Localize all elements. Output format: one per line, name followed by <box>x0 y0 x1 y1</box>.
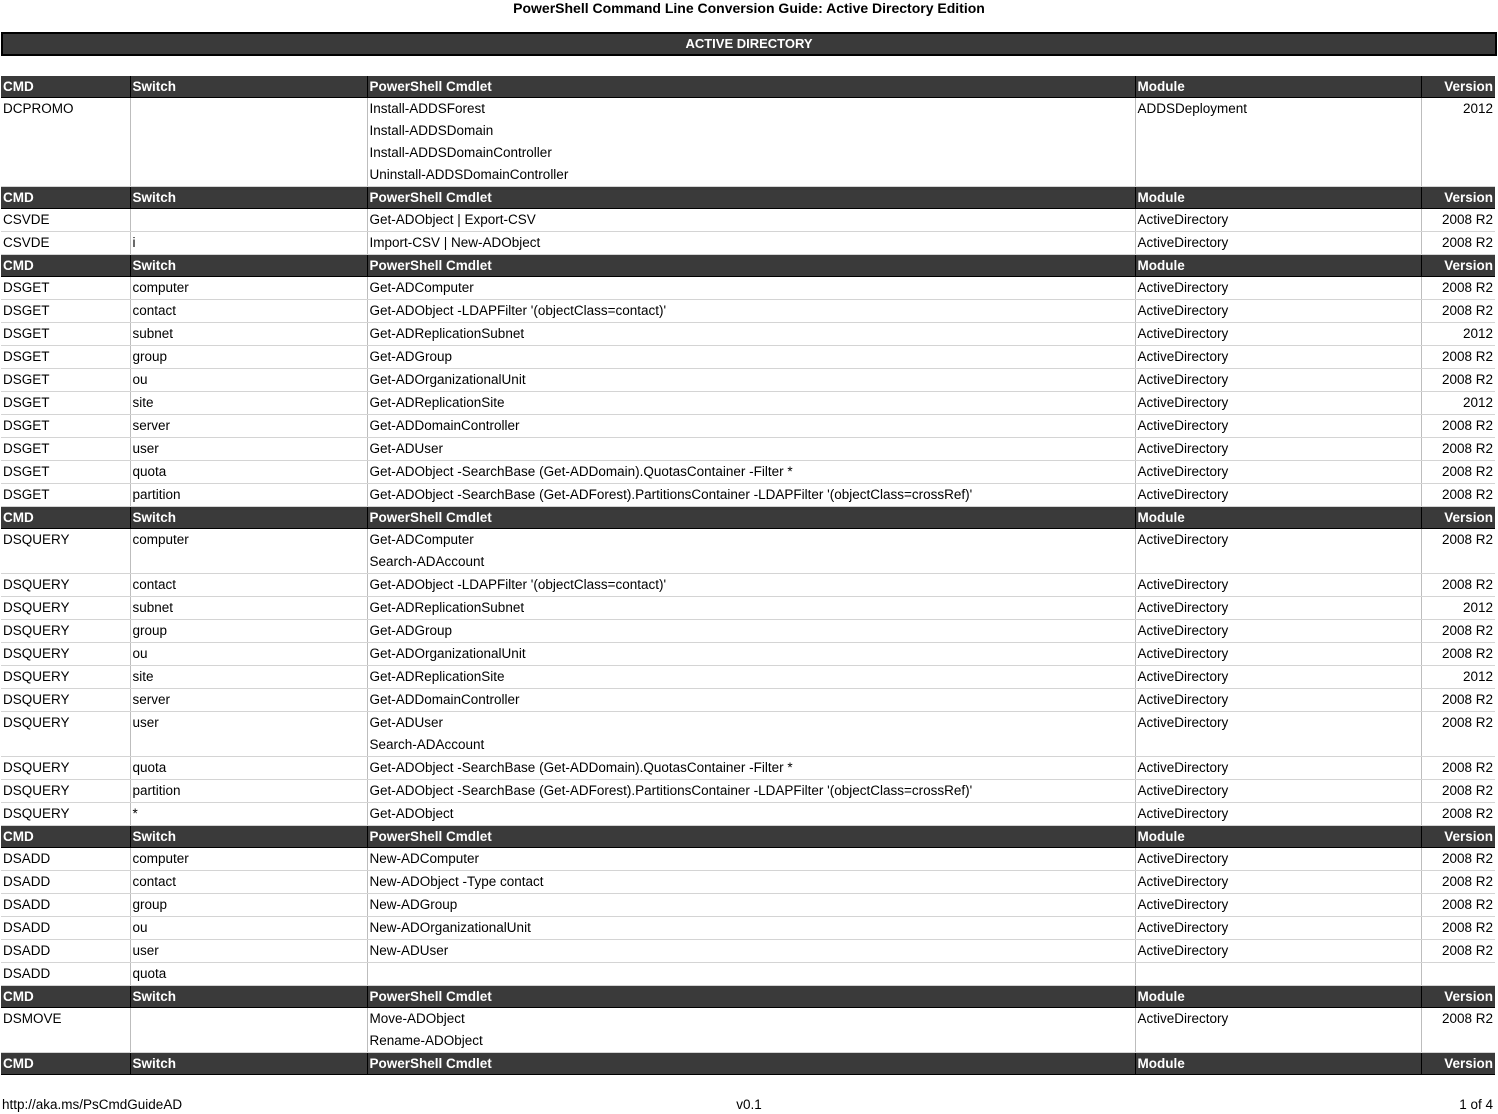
column-header-cmd: CMD <box>1 76 130 98</box>
cmdlet-line: Get-ADObject -SearchBase (Get-ADForest).PartitionsContainer -LDAPFilter '(objectClass=crossRef)' <box>369 783 973 798</box>
column-header-cmdlet: PowerShell Cmdlet <box>367 1053 1135 1075</box>
column-header-switch: Switch <box>130 255 367 277</box>
column-header-version: Version <box>1421 255 1495 277</box>
module-cell: ActiveDirectory <box>1135 780 1421 803</box>
column-header-switch: Switch <box>130 76 367 98</box>
version-cell: 2008 R2 <box>1421 438 1495 461</box>
module-cell <box>1135 963 1421 986</box>
table-row <box>1 346 1495 369</box>
switch-cell: partition <box>130 780 367 803</box>
cmd-cell: DSQUERY <box>1 780 130 803</box>
version-cell: 2008 R2 <box>1421 574 1495 597</box>
column-header-switch: Switch <box>130 187 367 209</box>
cmdlet-line: Search-ADAccount <box>369 737 485 752</box>
column-header-module: Module <box>1135 187 1421 209</box>
switch-cell: i <box>130 232 367 255</box>
version-cell: 2012 <box>1421 597 1495 620</box>
table-row <box>1 574 1495 597</box>
table-row <box>1 848 1495 871</box>
cmd-cell: DSQUERY <box>1 712 130 757</box>
cmdlet-cell <box>367 780 1135 803</box>
cmd-cell: DSQUERY <box>1 757 130 780</box>
column-header-module: Module <box>1135 1053 1421 1075</box>
cmd-cell: DSADD <box>1 963 130 986</box>
module-cell: ActiveDirectory <box>1135 415 1421 438</box>
version-cell: 2008 R2 <box>1421 871 1495 894</box>
column-header-switch: Switch <box>130 507 367 529</box>
module-cell: ActiveDirectory <box>1135 620 1421 643</box>
table-row <box>1 277 1495 300</box>
cmdlet-cell <box>367 894 1135 917</box>
cmdlet-line: Get-ADObject <box>369 806 454 821</box>
cmd-cell: DSGET <box>1 346 130 369</box>
switch-cell <box>130 1008 367 1053</box>
switch-cell: group <box>130 894 367 917</box>
cmdlet-cell <box>367 323 1135 346</box>
cmd-cell: DSMOVE <box>1 1008 130 1053</box>
switch-cell: server <box>130 689 367 712</box>
cmd-cell: DSGET <box>1 415 130 438</box>
cmdlet-line: Get-ADGroup <box>369 623 453 638</box>
cmdlet-cell <box>367 1008 1135 1053</box>
cmd-cell: DSGET <box>1 438 130 461</box>
table-row <box>1 963 1495 986</box>
column-header-module: Module <box>1135 507 1421 529</box>
cmdlet-cell <box>367 940 1135 963</box>
module-cell: ActiveDirectory <box>1135 323 1421 346</box>
cmd-cell: DSQUERY <box>1 803 130 826</box>
table-row <box>1 484 1495 507</box>
cmd-cell: DSQUERY <box>1 666 130 689</box>
version-cell: 2008 R2 <box>1421 757 1495 780</box>
cmdlet-cell <box>367 597 1135 620</box>
cmd-cell: DSADD <box>1 894 130 917</box>
cmdlet-cell <box>367 848 1135 871</box>
column-header-version: Version <box>1421 1053 1495 1075</box>
version-cell: 2008 R2 <box>1421 415 1495 438</box>
footer-url[interactable]: http://aka.ms/PsCmdGuideAD <box>2 1097 183 1112</box>
switch-cell: contact <box>130 300 367 323</box>
table-row <box>1 415 1495 438</box>
column-header-cmdlet: PowerShell Cmdlet <box>367 507 1135 529</box>
cmdlet-line: Get-ADUser <box>369 715 444 730</box>
cmd-cell: DSGET <box>1 369 130 392</box>
cmdlet-line: Get-ADGroup <box>369 349 453 364</box>
switch-cell: subnet <box>130 597 367 620</box>
version-cell: 2012 <box>1421 392 1495 415</box>
cmdlet-line: Get-ADObject -SearchBase (Get-ADDomain).QuotasContainer -Filter * <box>369 760 793 775</box>
cmdlet-line: Get-ADComputer <box>369 280 474 295</box>
switch-cell: subnet <box>130 323 367 346</box>
switch-cell: computer <box>130 529 367 574</box>
switch-cell: partition <box>130 484 367 507</box>
switch-cell: computer <box>130 277 367 300</box>
column-header-cmd: CMD <box>1 986 130 1008</box>
cmdlet-line: Get-ADDomainController <box>369 418 520 433</box>
cmdlet-cell <box>367 643 1135 666</box>
cmd-cell: DSADD <box>1 940 130 963</box>
switch-cell: server <box>130 415 367 438</box>
cmdlet-line: Get-ADOrganizationalUnit <box>369 372 526 387</box>
cmdlet-cell <box>367 803 1135 826</box>
cmd-cell: DSADD <box>1 871 130 894</box>
cmdlet-cell <box>367 98 1135 187</box>
version-cell: 2008 R2 <box>1421 1008 1495 1053</box>
module-cell: ActiveDirectory <box>1135 666 1421 689</box>
table-row <box>1 940 1495 963</box>
cmdlet-line: Move-ADObject <box>369 1011 465 1026</box>
cmd-cell: DSQUERY <box>1 529 130 574</box>
cmdlet-cell <box>367 620 1135 643</box>
switch-cell: group <box>130 620 367 643</box>
cmdlet-cell <box>367 300 1135 323</box>
table-row <box>1 369 1495 392</box>
version-cell: 2008 R2 <box>1421 461 1495 484</box>
module-cell: ActiveDirectory <box>1135 369 1421 392</box>
module-cell: ActiveDirectory <box>1135 209 1421 232</box>
column-header-cmd: CMD <box>1 1053 130 1075</box>
cmdlet-cell <box>367 415 1135 438</box>
cmdlet-line: Import-CSV | New-ADObject <box>369 235 541 250</box>
cmdlet-line: Get-ADObject -LDAPFilter '(objectClass=contact)' <box>369 303 667 318</box>
table-row <box>1 438 1495 461</box>
version-cell: 2008 R2 <box>1421 484 1495 507</box>
module-cell: ActiveDirectory <box>1135 438 1421 461</box>
cmdlet-cell <box>367 461 1135 484</box>
module-cell: ActiveDirectory <box>1135 1008 1421 1053</box>
cmdlet-cell <box>367 757 1135 780</box>
table-row <box>1 300 1495 323</box>
switch-cell: site <box>130 666 367 689</box>
cmd-cell: DSQUERY <box>1 574 130 597</box>
table-row <box>1 620 1495 643</box>
column-header-switch: Switch <box>130 986 367 1008</box>
document-title: PowerShell Command Line Conversion Guide: Active Directory Edition <box>513 0 985 16</box>
cmdlet-line: Install-ADDSDomain <box>369 123 494 138</box>
column-header-row <box>1 507 1495 529</box>
switch-cell: ou <box>130 369 367 392</box>
module-cell: ActiveDirectory <box>1135 848 1421 871</box>
switch-cell: site <box>130 392 367 415</box>
cmdlet-line: Get-ADDomainController <box>369 692 520 707</box>
cmdlet-line: Get-ADReplicationSite <box>369 669 505 684</box>
cmdlet-cell <box>367 917 1135 940</box>
switch-cell: quota <box>130 461 367 484</box>
cmdlet-line: Install-ADDSDomainController <box>369 145 552 160</box>
table-row <box>1 461 1495 484</box>
table-row <box>1 894 1495 917</box>
switch-cell: quota <box>130 963 367 986</box>
version-cell <box>1421 963 1495 986</box>
module-cell: ActiveDirectory <box>1135 484 1421 507</box>
cmd-cell: DSQUERY <box>1 689 130 712</box>
cmdlet-line: Get-ADComputer <box>369 532 474 547</box>
switch-cell: * <box>130 803 367 826</box>
version-cell: 2008 R2 <box>1421 620 1495 643</box>
version-cell: 2008 R2 <box>1421 894 1495 917</box>
switch-cell: quota <box>130 757 367 780</box>
module-cell: ActiveDirectory <box>1135 392 1421 415</box>
cmdlet-line: Get-ADObject -SearchBase (Get-ADDomain).QuotasContainer -Filter * <box>369 464 793 479</box>
column-header-switch: Switch <box>130 826 367 848</box>
cmdlet-line: New-ADComputer <box>369 851 480 866</box>
table-row <box>1 597 1495 620</box>
column-header-version: Version <box>1421 76 1495 98</box>
cmd-cell: DSQUERY <box>1 643 130 666</box>
version-cell: 2008 R2 <box>1421 712 1495 757</box>
column-header-cmdlet: PowerShell Cmdlet <box>367 986 1135 1008</box>
column-header-row <box>1 76 1495 98</box>
cmdlet-cell <box>367 574 1135 597</box>
version-cell: 2008 R2 <box>1421 277 1495 300</box>
cmdlet-line: New-ADObject -Type contact <box>369 874 544 889</box>
column-header-cmd: CMD <box>1 255 130 277</box>
cmdlet-line: Get-ADUser <box>369 441 444 456</box>
column-header-cmd: CMD <box>1 187 130 209</box>
cmdlet-line <box>370 963 1133 985</box>
column-header-version: Version <box>1421 986 1495 1008</box>
table-row <box>1 712 1495 757</box>
table-row <box>1 209 1495 232</box>
switch-cell: computer <box>130 848 367 871</box>
module-cell: ActiveDirectory <box>1135 529 1421 574</box>
conversion-table <box>1 76 1495 1075</box>
column-header-cmdlet: PowerShell Cmdlet <box>367 187 1135 209</box>
version-cell: 2008 R2 <box>1421 848 1495 871</box>
switch-cell: ou <box>130 643 367 666</box>
module-cell: ActiveDirectory <box>1135 643 1421 666</box>
cmdlet-line: New-ADOrganizationalUnit <box>369 920 531 935</box>
table-row <box>1 803 1495 826</box>
cmdlet-line: Get-ADReplicationSite <box>369 395 505 410</box>
cmd-cell: DSGET <box>1 392 130 415</box>
column-header-module: Module <box>1135 76 1421 98</box>
version-cell: 2008 R2 <box>1421 780 1495 803</box>
version-cell: 2008 R2 <box>1421 300 1495 323</box>
version-cell: 2008 R2 <box>1421 369 1495 392</box>
cmd-cell: DSGET <box>1 300 130 323</box>
cmdlet-line: New-ADGroup <box>369 897 458 912</box>
cmd-cell: CSVDE <box>1 232 130 255</box>
version-cell: 2008 R2 <box>1421 803 1495 826</box>
cmdlet-line: Install-ADDSForest <box>369 101 486 116</box>
switch-cell: contact <box>130 574 367 597</box>
table-row <box>1 689 1495 712</box>
version-cell: 2008 R2 <box>1421 529 1495 574</box>
cmdlet-line: Get-ADReplicationSubnet <box>369 600 525 615</box>
cmdlet-cell <box>367 529 1135 574</box>
table-row <box>1 392 1495 415</box>
table-row <box>1 666 1495 689</box>
cmd-cell: DSGET <box>1 277 130 300</box>
table-row <box>1 232 1495 255</box>
cmdlet-line: Rename-ADObject <box>369 1033 483 1048</box>
switch-cell <box>130 209 367 232</box>
cmdlet-cell <box>367 871 1135 894</box>
switch-cell: user <box>130 712 367 757</box>
module-cell: ActiveDirectory <box>1135 300 1421 323</box>
cmdlet-cell <box>367 484 1135 507</box>
column-header-version: Version <box>1421 507 1495 529</box>
cmdlet-line: Get-ADOrganizationalUnit <box>369 646 526 661</box>
version-cell: 2012 <box>1421 323 1495 346</box>
version-cell: 2008 R2 <box>1421 232 1495 255</box>
version-cell: 2012 <box>1421 666 1495 689</box>
column-header-cmdlet: PowerShell Cmdlet <box>367 76 1135 98</box>
cmdlet-cell <box>367 369 1135 392</box>
table-row <box>1 757 1495 780</box>
version-cell: 2008 R2 <box>1421 209 1495 232</box>
table-row <box>1 643 1495 666</box>
page-footer <box>0 1096 1498 1114</box>
cmdlet-line: Uninstall-ADDSDomainController <box>369 167 569 182</box>
version-cell: 2008 R2 <box>1421 643 1495 666</box>
section-banner: ACTIVE DIRECTORY <box>1 32 1497 56</box>
module-cell: ActiveDirectory <box>1135 689 1421 712</box>
column-header-module: Module <box>1135 826 1421 848</box>
cmd-cell: DSGET <box>1 484 130 507</box>
module-cell: ActiveDirectory <box>1135 803 1421 826</box>
column-header-cmdlet: PowerShell Cmdlet <box>367 826 1135 848</box>
cmd-cell: DSADD <box>1 848 130 871</box>
cmdlet-line: Get-ADReplicationSubnet <box>369 326 525 341</box>
cmd-cell: CSVDE <box>1 209 130 232</box>
column-header-cmdlet: PowerShell Cmdlet <box>367 255 1135 277</box>
cmdlet-line: Get-ADObject -LDAPFilter '(objectClass=contact)' <box>369 577 667 592</box>
cmdlet-cell <box>367 392 1135 415</box>
footer-version: v0.1 <box>736 1097 762 1112</box>
column-header-row <box>1 1053 1495 1075</box>
module-cell: ActiveDirectory <box>1135 597 1421 620</box>
version-cell: 2008 R2 <box>1421 346 1495 369</box>
cmd-cell: DSGET <box>1 323 130 346</box>
cmd-cell: DSADD <box>1 917 130 940</box>
module-cell: ActiveDirectory <box>1135 940 1421 963</box>
column-header-switch: Switch <box>130 1053 367 1075</box>
cmdlet-cell <box>367 712 1135 757</box>
cmdlet-cell <box>367 666 1135 689</box>
column-header-row <box>1 826 1495 848</box>
footer-page-number: 1 of 4 <box>1459 1097 1493 1112</box>
version-cell: 2008 R2 <box>1421 940 1495 963</box>
switch-cell: group <box>130 346 367 369</box>
cmdlet-cell <box>367 438 1135 461</box>
module-cell: ActiveDirectory <box>1135 346 1421 369</box>
module-cell: ActiveDirectory <box>1135 712 1421 757</box>
switch-cell: user <box>130 940 367 963</box>
module-cell: ActiveDirectory <box>1135 232 1421 255</box>
version-cell: 2012 <box>1421 98 1495 187</box>
switch-cell: contact <box>130 871 367 894</box>
cmdlet-cell <box>367 277 1135 300</box>
cmdlet-cell <box>367 689 1135 712</box>
switch-cell <box>130 98 367 187</box>
cmdlet-cell <box>367 346 1135 369</box>
column-header-cmd: CMD <box>1 507 130 529</box>
table-row <box>1 780 1495 803</box>
version-cell: 2008 R2 <box>1421 917 1495 940</box>
table-row <box>1 917 1495 940</box>
module-cell: ActiveDirectory <box>1135 277 1421 300</box>
column-header-row <box>1 187 1495 209</box>
table-row <box>1 1008 1495 1053</box>
cmdlet-line: Search-ADAccount <box>369 554 485 569</box>
table-body <box>1 76 1495 1075</box>
module-cell: ActiveDirectory <box>1135 757 1421 780</box>
table-row <box>1 529 1495 574</box>
column-header-cmd: CMD <box>1 826 130 848</box>
cmd-cell: DCPROMO <box>1 98 130 187</box>
module-cell: ActiveDirectory <box>1135 894 1421 917</box>
column-header-row <box>1 986 1495 1008</box>
table-row <box>1 98 1495 187</box>
table-row <box>1 323 1495 346</box>
module-cell: ADDSDeployment <box>1135 98 1421 187</box>
column-header-module: Module <box>1135 986 1421 1008</box>
version-cell: 2008 R2 <box>1421 689 1495 712</box>
cmdlet-line: Get-ADObject | Export-CSV <box>369 212 536 227</box>
cmd-cell: DSGET <box>1 461 130 484</box>
cmdlet-cell <box>367 232 1135 255</box>
cmdlet-line: New-ADUser <box>369 943 449 958</box>
module-cell: ActiveDirectory <box>1135 871 1421 894</box>
column-header-row <box>1 255 1495 277</box>
module-cell: ActiveDirectory <box>1135 917 1421 940</box>
column-header-module: Module <box>1135 255 1421 277</box>
cmd-cell: DSQUERY <box>1 597 130 620</box>
table-row <box>1 871 1495 894</box>
cmdlet-cell <box>367 209 1135 232</box>
switch-cell: ou <box>130 917 367 940</box>
module-cell: ActiveDirectory <box>1135 574 1421 597</box>
switch-cell: user <box>130 438 367 461</box>
cmd-cell: DSQUERY <box>1 620 130 643</box>
column-header-version: Version <box>1421 826 1495 848</box>
cmdlet-line: Get-ADObject -SearchBase (Get-ADForest).PartitionsContainer -LDAPFilter '(objectClass=crossRef)' <box>369 487 973 502</box>
cmdlet-cell <box>367 963 1135 986</box>
module-cell: ActiveDirectory <box>1135 461 1421 484</box>
column-header-version: Version <box>1421 187 1495 209</box>
